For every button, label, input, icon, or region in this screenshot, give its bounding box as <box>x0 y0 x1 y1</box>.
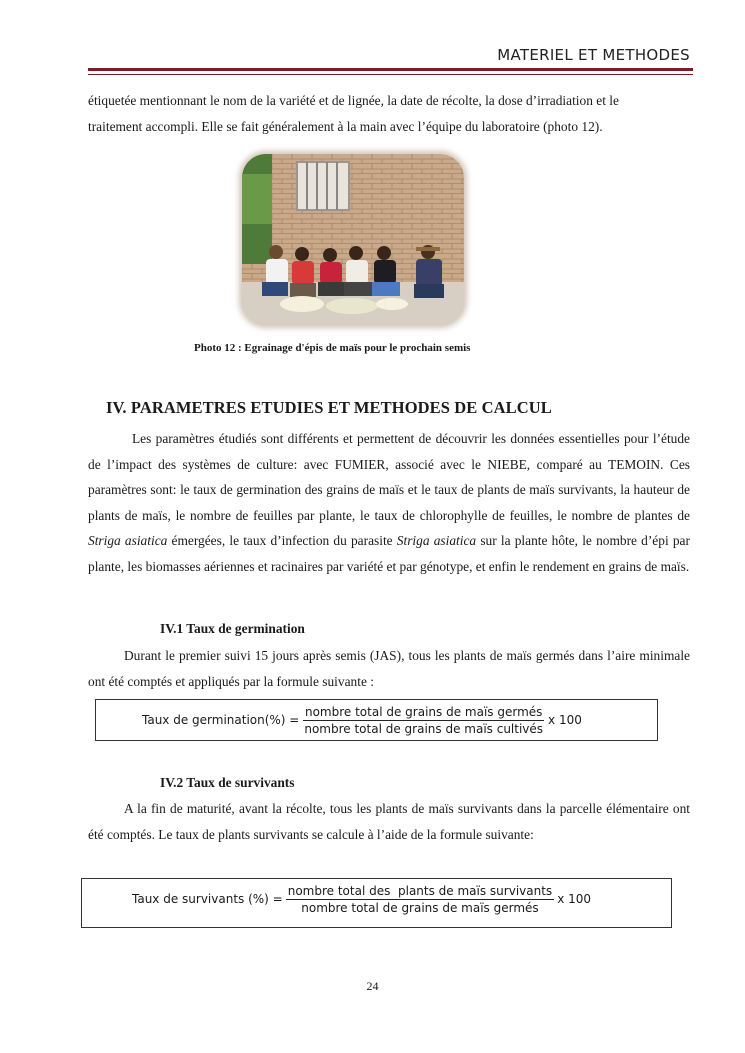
running-header-title: MATERIEL ET METHODES <box>497 46 690 64</box>
germination-formula-lhs: Taux de germination(%) = <box>142 713 300 727</box>
survivants-formula <box>132 878 591 920</box>
germination-factor: x 100 <box>548 713 582 727</box>
species-name-1: Striga asiatica <box>88 533 168 549</box>
page-number: 24 <box>366 979 379 993</box>
survivants-numerator: nombre total des plants de maïs survivants <box>287 883 553 898</box>
species-name-2: Striga asiatica <box>396 533 477 549</box>
survivants-paragraph: A la fin de maturité, avant la récolte, tous les plants de maïs survivants dans la parcelle élémentaire ont été comptés. Le taux de plants survivants se calcule à l’aide de la formule suivante: <box>88 801 690 842</box>
photo-12-image <box>242 154 464 325</box>
germination-denominator: nombre total de grains de maïs cultivés <box>304 721 544 736</box>
photo-caption: Photo 12 : Egrainage d'épis de maïs pour le prochain semis <box>194 342 471 354</box>
germination-fraction <box>302 705 545 736</box>
survivants-formula-lhs: Taux de survivants (%) = <box>132 892 283 906</box>
section-iv-text-b: émergées, le taux d’infection du parasite <box>167 533 397 549</box>
germination-paragraph: Durant le premier suivi 15 jours après semis (JAS), tous les plants de maïs germés dans l’aire minimale ont été comptés et appliqués par la formule suivante : <box>88 648 690 689</box>
survivants-denominator: nombre total de grains de maïs germés <box>301 900 539 915</box>
subsection-heading-germination: IV.1 Taux de germination <box>160 621 305 636</box>
section-iv-text-a: Les paramètres étudiés sont différents et permettent de découvrir les données essentielles pour l’étude de l’impact des systèmes de culture: avec FUMIER, associé avec le NIEBE, comparé au TEMOIN. Ces paramètres sont: le taux de germination des grains de maïs et le taux de plants de maïs survivants, la hauteur de plants de maïs, le nombre de feuilles par plante, le taux de chlorophylle de feuilles, le nombre de plantes de <box>88 431 690 523</box>
section-heading-iv: IV. PARAMETRES ETUDIES ET METHODES DE CALCUL <box>106 398 552 417</box>
header-rule-thin <box>88 74 693 75</box>
survivants-fraction <box>286 884 554 915</box>
subsection-heading-survivants: IV.2 Taux de survivants <box>160 775 295 790</box>
intro-paragraph <box>88 88 690 139</box>
section-iv-paragraph <box>88 426 690 580</box>
header-rule-thick <box>88 68 693 71</box>
survivants-factor: x 100 <box>557 892 592 906</box>
section-iv-text-c: sur la plante hôte, le nombre d’épi par plante, les biomasses aériennes et racinaires par variété et par génotype, et enfin le rendement en grains de maïs. <box>88 533 690 574</box>
intro-line-1: étiquetée mentionnant le nom de la variété et de lignée, la date de récolte, la dose d’irradiation et le <box>88 93 619 108</box>
intro-line-2: traitement accompli. Elle se fait généralement à la main avec l’équipe du laboratoire (photo 12). <box>88 118 603 134</box>
germination-formula <box>142 699 582 741</box>
germination-numerator: nombre total de grains de maïs germés <box>304 704 543 719</box>
